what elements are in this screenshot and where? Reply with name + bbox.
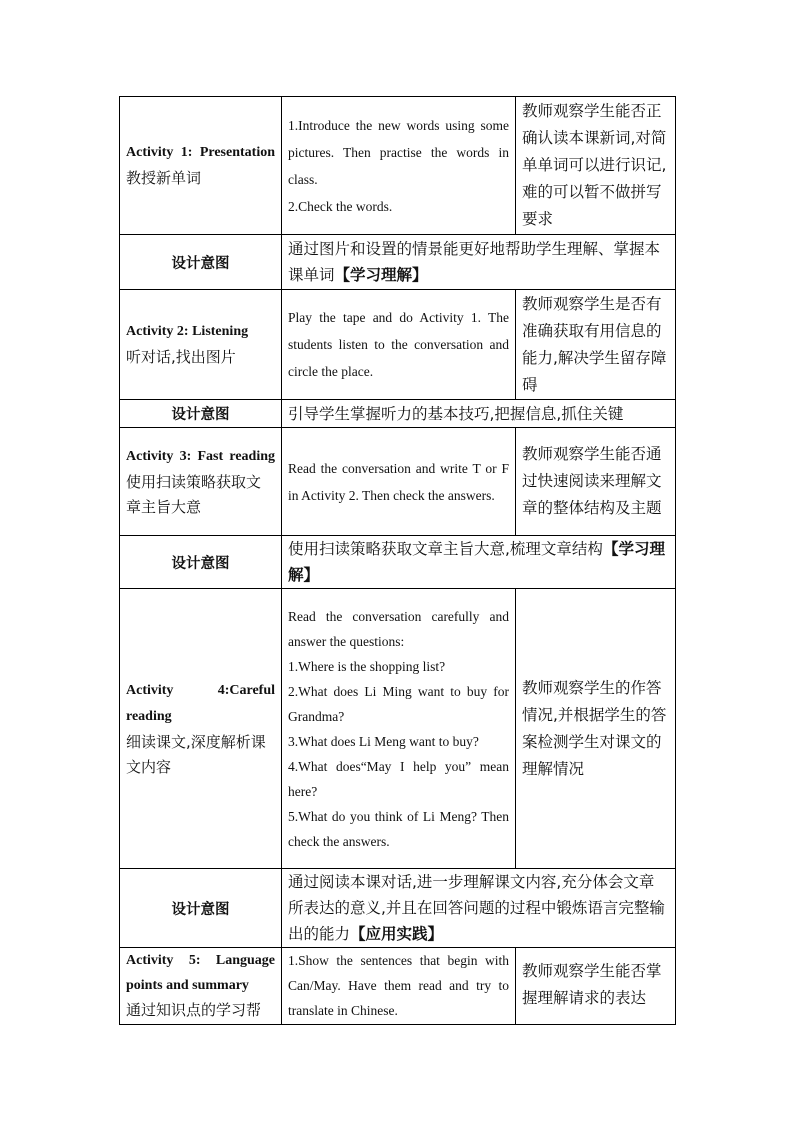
process-cell <box>282 97 516 235</box>
intent-row-2 <box>120 400 676 428</box>
process-cell <box>282 948 516 1025</box>
activity-subtitle: 细读课文,深度解析课文内容 <box>126 732 266 776</box>
activity-cell <box>120 948 282 1025</box>
process-step: 1.Where is the shopping list? <box>288 658 446 674</box>
activity-title: Activity 3: Fast reading <box>126 448 275 464</box>
intent-row-1 <box>120 235 676 290</box>
process-step: 5.What do you think of Li Meng? Then check the answers. <box>288 808 509 849</box>
intent-text: 通过图片和设置的情景能更好地帮助学生理解、掌握本课单词【学习理解】 <box>282 235 676 290</box>
intent-label: 设计意图 <box>120 536 282 589</box>
intent-text: 通过阅读本课对话,进一步理解课文内容,充分体会文章所表达的意义,并且在回答问题的过程中锻炼语言完整输出的能力【应用实践】 <box>282 869 676 948</box>
process-step: Play the tape and do Activity 1. The students listen to the conversation and circle the place. <box>288 310 509 379</box>
evaluation-cell: 教师观察学生能否正确认读本课新词,对简单单词可以进行识记,难的可以暂不做拼写要求 <box>516 97 676 235</box>
evaluation-cell: 教师观察学生能否通过快速阅读来理解文章的整体结构及主题 <box>516 428 676 536</box>
process-cell <box>282 428 516 536</box>
activity-title: Activity 5: Language points and summary <box>126 953 275 993</box>
intent-tag: 【学习理解】 <box>334 266 428 284</box>
lesson-plan-table <box>119 96 676 1025</box>
intent-label: 设计意图 <box>120 400 282 428</box>
activity-cell <box>120 290 282 400</box>
process-step: 4.What does“May I help you” mean here? <box>288 758 509 799</box>
activity-title: Activity 2: Listening <box>126 324 249 339</box>
activity-row-5 <box>120 948 676 1025</box>
activity-title: Activity 1: Presentation <box>126 145 275 160</box>
activity-row-2 <box>120 290 676 400</box>
activity-title: Activity 4:Careful reading <box>126 682 275 724</box>
intent-tag: 【学习理解】 <box>288 540 665 584</box>
activity-subtitle: 通过知识点的学习帮 <box>126 1001 262 1019</box>
activity-subtitle: 听对话,找出图片 <box>126 348 236 366</box>
activity-cell <box>120 589 282 869</box>
process-cell <box>282 589 516 869</box>
process-step: 1.Show the sentences that begin with Can/May. Have them read and try to translate in Chinese. <box>288 953 509 1018</box>
activity-row-1 <box>120 97 676 235</box>
intent-text: 引导学生掌握听力的基本技巧,把握信息,抓住关键 <box>282 400 676 428</box>
evaluation-cell: 教师观察学生的作答情况,并根据学生的答案检测学生对课文的理解情况 <box>516 589 676 869</box>
process-step: Read the conversation carefully and answer the questions: <box>288 608 509 649</box>
evaluation-cell: 教师观察学生是否有准确获取有用信息的能力,解决学生留存障碍 <box>516 290 676 400</box>
activity-cell <box>120 428 282 536</box>
process-step: 2.Check the words. <box>288 198 393 214</box>
process-cell <box>282 290 516 400</box>
activity-row-4 <box>120 589 676 869</box>
activity-row-3 <box>120 428 676 536</box>
activity-cell <box>120 97 282 235</box>
process-step: Read the conversation and write T or F in Activity 2. Then check the answers. <box>288 460 509 503</box>
evaluation-cell: 教师观察学生能否掌握理解请求的表达 <box>516 948 676 1025</box>
intent-row-4 <box>120 869 676 948</box>
process-step: 1.Introduce the new words using some pictures. Then practise the words in class. <box>288 117 509 187</box>
intent-label: 设计意图 <box>120 869 282 948</box>
activity-subtitle: 使用扫读策略获取文章主旨大意 <box>126 472 262 516</box>
activity-subtitle: 教授新单词 <box>126 169 202 187</box>
intent-row-3 <box>120 536 676 589</box>
intent-tag: 【应用实践】 <box>350 925 444 943</box>
process-step: 2.What does Li Ming want to buy for Grandma? <box>288 683 509 724</box>
intent-label: 设计意图 <box>120 235 282 290</box>
process-step: 3.What does Li Meng want to buy? <box>288 733 479 749</box>
intent-text: 使用扫读策略获取文章主旨大意,梳理文章结构【学习理解】 <box>282 536 676 589</box>
